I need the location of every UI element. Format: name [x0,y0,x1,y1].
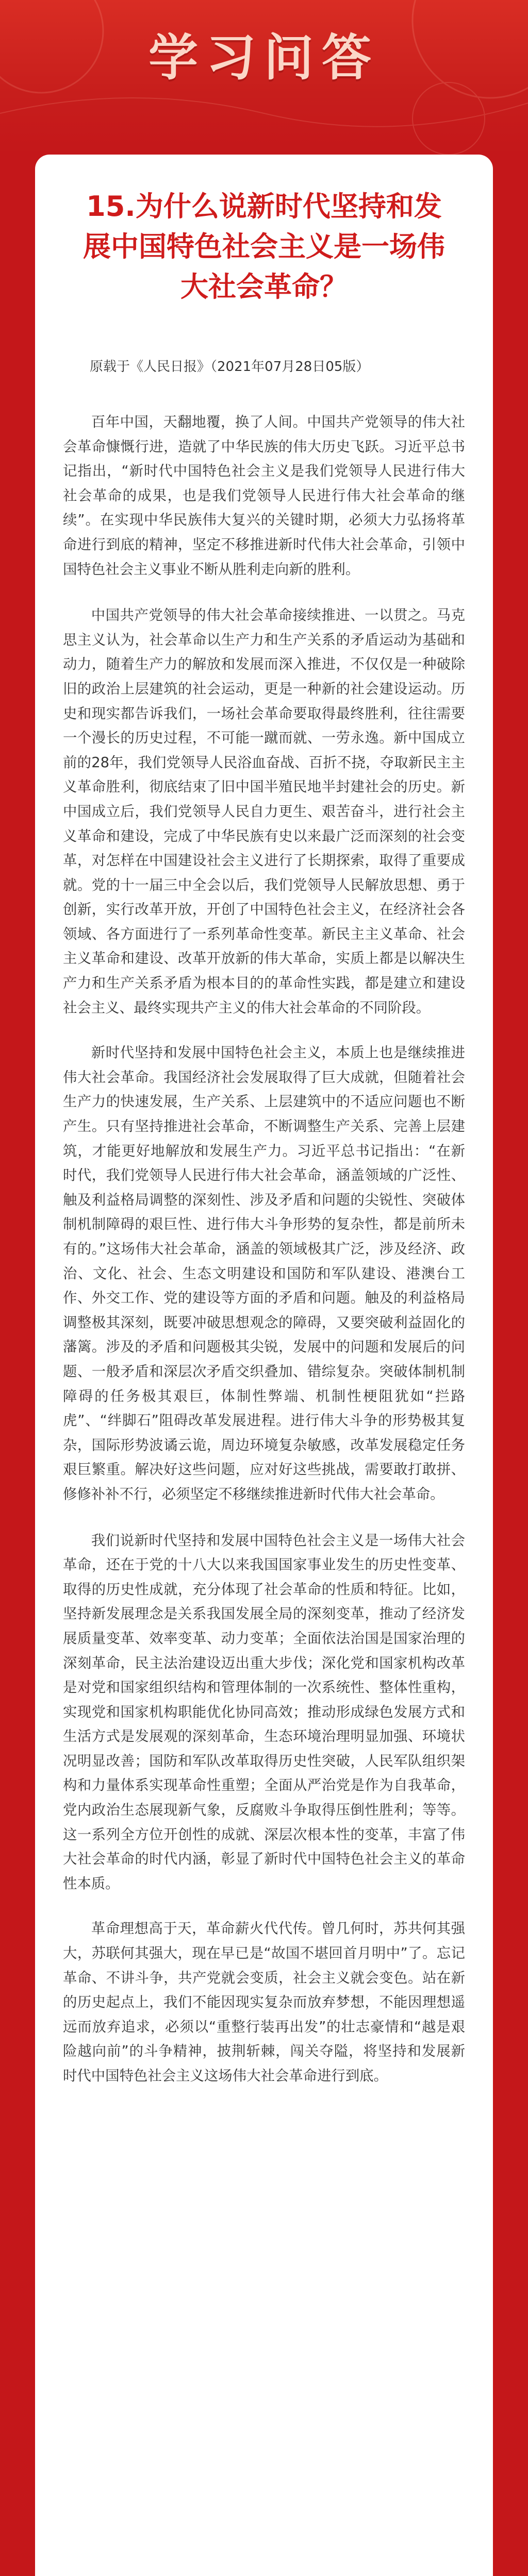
question-heading: 15.为什么说新时代坚持和发展中国特色社会主义是一场伟大社会革命？ [83,190,445,303]
paragraph-1: 百年中国，天翻地覆，换了人间。中国共产党领导的伟大社会革命慷慨行进，造就了中华民族的伟大历史飞跃。习近平总书记指出，“新时代中国特色社会主义是我们党领导人民进行伟大社会革命的成果，也是我们党领导人民进行伟大社会革命的继续”。在实现中华民族伟大复兴的关键时期，必须大力弘扬将革命进行到底的精神，坚定不移推进新时代伟大社会革命，引领中国特色社会主义事业不断从胜利走向新的胜利。 [63,414,465,578]
page-title: 学习问答 [148,29,380,87]
paragraph-2: 中国共产党领导的伟大社会革命接续推进、一以贯之。马克思主义认为，社会革命以生产力和生产关系的矛盾运动为基础和动力，随着生产力的解放和发展而深入推进，不仅仅是一种破除旧的政治上层建筑的社会运动，更是一种新的社会建设运动。历史和现实都告诉我们，一场社会革命要取得最终胜利，往往需要一个漫长的历史过程，不可能一蹴而就、一劳永逸。新中国成立前的28年，我们党领导人民浴血奋战、百折不挠，夺取新民主主义革命胜利，彻底结束了旧中国半殖民地半封建社会的历史。新中国成立后，我们党领导人民自力更生、艰苦奋斗，进行社会主义革命和建设，完成了中华民族有史以来最广泛而深刻的社会变革，对怎样在中国建设社会主义进行了长期探索，取得了重要成就。党的十一届三中全会以后，我们党领导人民解放思想、勇于创新，实行改革开放，开创了中国特色社会主义，在经济社会各领域、各方面进行了一系列革命性变革。新民主主义革命、社会主义革命和建设、改革开放新的伟大革命，实质上都是以解决生产力和生产关系矛盾为根本目的的革命性实践，都是建立和建设社会主义、最终实现共产主义的伟大社会革命的不同阶段。 [63,607,465,1016]
paragraph-4: 我们说新时代坚持和发展中国特色社会主义是一场伟大社会革命，还在于党的十八大以来我国国家事业发生的历史性变革、取得的历史性成就，充分体现了社会革命的性质和特征。比如，坚持新发展理念是关系我国发展全局的深刻变革，推动了经济发展质量变革、效率变革、动力变革；全面依法治国是国家治理的深刻革命，民主法治建设迈出重大步伐；深化党和国家机构改革是对党和国家组织结构和管理体制的一次系统性、整体性重构，实现党和国家机构职能优化协同高效；推动形成绿色发展方式和生活方式是发展观的深刻革命，生态环境治理明显加强、环境状况明显改善；国防和军队改革取得历史性突破，人民军队组织架构和力量体系实现革命性重塑；全面从严治党是作为自我革命，党内政治生态展现新气象，反腐败斗争取得压倒性胜利；等等。这一系列全方位开创性的成就、深层次根本性的变革，丰富了伟大社会革命的时代内涵，彰显了新时代中国特色社会主义的革命性本质。 [63,1532,465,1892]
paragraph-3: 新时代坚持和发展中国特色社会主义，本质上也是继续推进伟大社会革命。我国经济社会发展取得了巨大成就，但随着社会生产力的快速发展，生产关系、上层建筑中的不适应问题也不断产生。只有坚持推进社会革命，不断调整生产关系、完善上层建筑，才能更好地解放和发展生产力。习近平总书记指出：“在新时代，我们党领导人民进行伟大社会革命，涵盖领域的广泛性、触及利益格局调整的深刻性、涉及矛盾和问题的尖锐性、突破体制机制障碍的艰巨性、进行伟大斗争形势的复杂性，都是前所未有的。”这场伟大社会革命，涵盖的领域极其广泛，涉及经济、政治、文化、社会、生态文明建设和国防和军队建设、港澳台工作、外交工作、党的建设等方面的矛盾和问题。触及的利益格局调整极其深刻，既要冲破思想观念的障碍，又要突破利益固化的藩篱。涉及的矛盾和问题极其尖锐，发展中的问题和发展后的问题、一般矛盾和深层次矛盾交织叠加、错综复杂。突破体制机制障碍的任务极其艰巨，体制性弊端、机制性梗阻犹如“拦路虎”、“绊脚石”阻碍改革发展进程。进行伟大斗争的形势极其复杂，国际形势波谲云诡，周边环境复杂敏感，改革发展稳定任务艰巨繁重。解决好这些问题，应对好这些挑战，需要敢打敢拼、修修补补不行，必须坚定不移继续推进新时代伟大社会革命。 [63,1045,465,1502]
header-banner [0,0,528,155]
article-card [35,155,493,2576]
article-source: 原载于《人民日报》（2021年07月28日05版） [90,359,370,375]
paragraph-5: 革命理想高于天，革命薪火代代传。曾几何时，苏共何其强大，苏联何其强大，现在早已是“故国不堪回首月明中”了。忘记革命、不讲斗争，共产党就会变质，社会主义就会变色。站在新的历史起点上，我们不能因现实复杂而放弃梦想，不能因理想遥远而放弃追求，必须以“重整行装再出发”的壮志豪情和“越是艰险越向前”的斗争精神，披荆斩棘，闯关夺隘，将坚持和发展新时代中国特色社会主义这场伟大社会革命进行到底。 [63,1921,465,2084]
